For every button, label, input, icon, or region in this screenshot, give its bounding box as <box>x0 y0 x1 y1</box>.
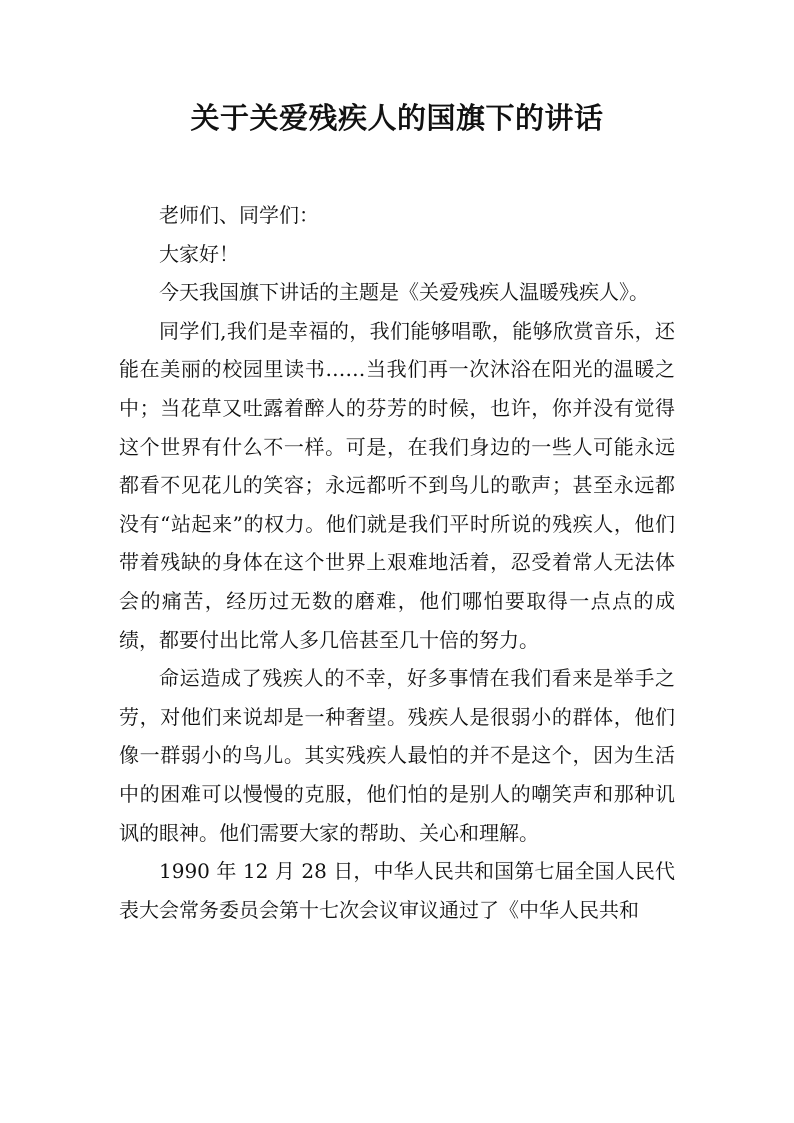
document-title: 关于关爱残疾人的国旗下的讲话 <box>190 101 604 135</box>
topic-paragraph: 今天我国旗下讲话的主题是《关爱残疾人温暖残疾人》。 <box>159 280 649 305</box>
body-paragraph: 同学们,我们是幸福的，我们能够唱歌，能够欣赏音乐，还能在美丽的校园里读书……当我们再一次沐浴在阳光的温暖之中；当花草又吐露着醉人的芬芳的时候，也许，你并没有觉得这个世界有什么不一样。可是，在我们身边的一些人可能永远都看不见花儿的笑容；永远都听不到鸟儿的歌声；甚至永远都没有“站起来”的权力。他们就是我们平时所说的残疾人，他们带着残缺的身体在这个世界上艰难地活着，忍受着常人无法体会的痛苦，经历过无数的磨难，他们哪怕要取得一点点的成绩，都要付出比常人多几倍甚至几十倍的努力。 <box>119 318 675 652</box>
body-paragraph: 1990 年 12 月 28 日，中华人民共和国第七届全国人民代表大会常务委员会第十七次会议审议通过了《中华人民共和 <box>119 859 675 922</box>
body-paragraph: 命运造成了残疾人的不幸，好多事情在我们看来是举手之劳，对他们来说却是一种奢望。残疾人是很弱小的群体，他们像一群弱小的鸟儿。其实残疾人最怕的并不是这个，因为生活中的困难可以慢慢的克服，他们怕的是别人的嘲笑声和那种讥讽的眼神。他们需要大家的帮助、关心和理解。 <box>119 666 675 845</box>
salutation-paragraph: 老师们、同学们： <box>159 203 319 227</box>
greeting-paragraph: 大家好！ <box>159 241 239 266</box>
document-body <box>119 196 675 929</box>
